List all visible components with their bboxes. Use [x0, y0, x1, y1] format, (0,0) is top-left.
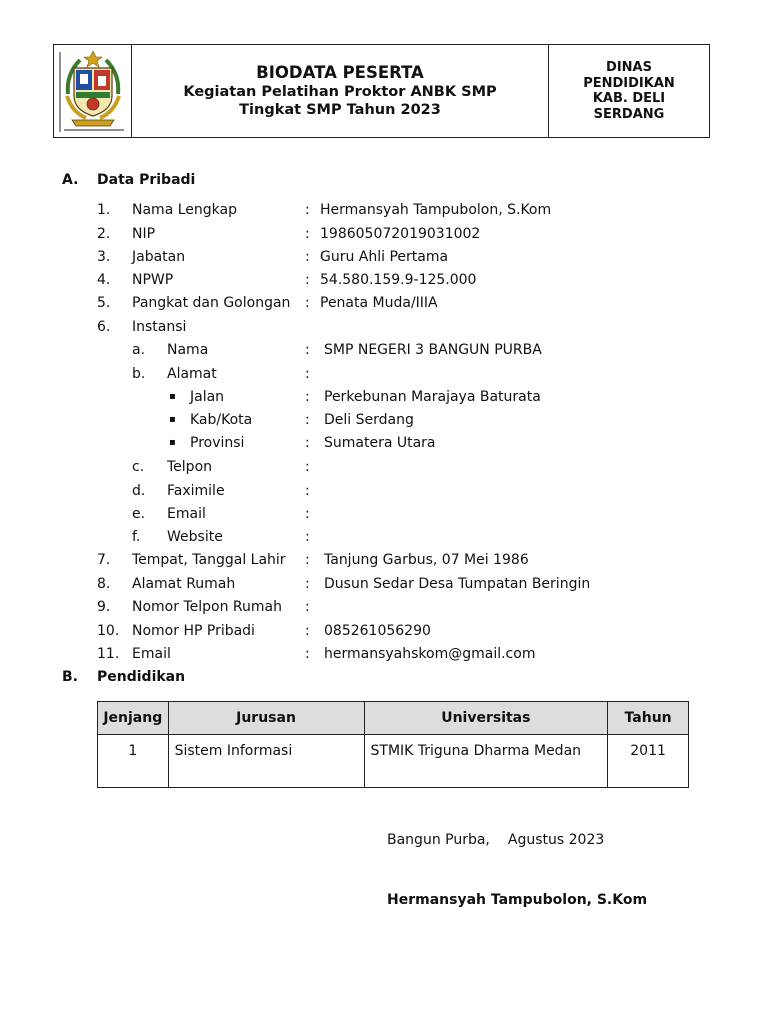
signature-name: Hermansyah Tampubolon, S.Kom	[387, 892, 648, 908]
education-table	[97, 701, 689, 788]
bullet-icon: ▪	[169, 437, 176, 448]
field-colon: :	[305, 272, 310, 288]
field-value: Perkebunan Marajaya Baturata	[324, 389, 541, 405]
field-number: 9.	[97, 599, 111, 615]
column-header-universitas: Universitas	[364, 702, 608, 735]
title-cell	[132, 45, 549, 137]
field-number: 7.	[97, 552, 111, 568]
field-number: d.	[132, 483, 146, 499]
field-number: 6.	[97, 319, 111, 335]
field-label: Alamat Rumah	[132, 576, 236, 592]
field-value: 54.580.159.9-125.000	[320, 272, 477, 288]
field-colon: :	[305, 226, 310, 242]
field-colon: :	[305, 459, 310, 475]
column-header-tahun: Tahun	[608, 702, 689, 735]
field-colon: :	[305, 249, 310, 265]
field-website	[0, 529, 768, 549]
field-email	[0, 646, 768, 666]
field-colon: :	[305, 202, 310, 218]
field-label: Nama Lengkap	[132, 202, 237, 218]
cell-tahun: 2011	[608, 735, 689, 788]
field-value: Hermansyah Tampubolon, S.Kom	[320, 202, 552, 218]
field-number: c.	[132, 459, 145, 475]
department-line3: KAB. DELI	[592, 91, 666, 106]
field-label: Jabatan	[132, 249, 186, 265]
section-b-title: Pendidikan	[97, 669, 186, 685]
table-row	[98, 735, 689, 788]
field-hp-pribadi	[0, 623, 768, 643]
field-number: 4.	[97, 272, 111, 288]
cell-jenjang: 1	[98, 735, 169, 788]
field-value: Guru Ahli Pertama	[320, 249, 449, 265]
field-nip	[0, 226, 768, 246]
field-telpon-rumah	[0, 599, 768, 619]
field-provinsi	[0, 435, 768, 455]
field-number: 8.	[97, 576, 111, 592]
field-label: Faximile	[167, 483, 225, 499]
field-number: 11.	[97, 646, 120, 662]
document-subtitle-line2: Tingkat SMP Tahun 2023	[239, 102, 441, 118]
field-number: a.	[132, 342, 146, 358]
table-header-row	[98, 702, 689, 735]
field-value: Sumatera Utara	[324, 435, 436, 451]
column-header-jurusan: Jurusan	[168, 702, 364, 735]
field-colon: :	[305, 366, 310, 382]
field-instansi-nama	[0, 342, 768, 362]
logo-cell	[54, 45, 132, 137]
field-number: 10.	[97, 623, 120, 639]
signature-date: Agustus 2023	[507, 832, 605, 848]
field-label: Pangkat dan Golongan	[132, 295, 291, 311]
regency-crest-icon	[58, 48, 128, 134]
field-number: b.	[132, 366, 146, 382]
field-colon: :	[305, 599, 310, 615]
department-cell	[549, 45, 709, 137]
document-subtitle-line1: Kegiatan Pelatihan Proktor ANBK SMP	[183, 84, 497, 100]
field-label: Telpon	[167, 459, 213, 475]
field-faximile	[0, 483, 768, 503]
field-alamat-rumah	[0, 576, 768, 596]
field-instansi-alamat	[0, 366, 768, 386]
field-label: Nomor Telpon Rumah	[132, 599, 282, 615]
section-a-letter: A.	[62, 172, 79, 188]
field-colon: :	[305, 646, 310, 662]
signature-place: Bangun Purba,	[387, 832, 490, 848]
field-instansi	[0, 319, 768, 339]
field-value: 085261056290	[324, 623, 431, 639]
field-value: Tanjung Garbus, 07 Mei 1986	[324, 552, 529, 568]
field-npwp	[0, 272, 768, 292]
field-number: e.	[132, 506, 146, 522]
department-line1: DINAS	[606, 60, 652, 75]
field-label: Nama	[167, 342, 209, 358]
field-label: Nomor HP Pribadi	[132, 623, 255, 639]
field-colon: :	[305, 295, 310, 311]
field-label: Alamat	[167, 366, 217, 382]
document-title: BIODATA PESERTA	[256, 63, 424, 82]
field-colon: :	[305, 552, 310, 568]
field-value: SMP NEGERI 3 BANGUN PURBA	[324, 342, 542, 358]
cell-jurusan: Sistem Informasi	[168, 735, 364, 788]
section-a-title: Data Pribadi	[97, 172, 196, 188]
department-line2: PENDIDIKAN	[583, 75, 675, 91]
field-value: Deli Serdang	[324, 412, 414, 428]
field-label: Website	[167, 529, 223, 545]
bullet-icon: ▪	[169, 391, 176, 402]
field-pangkat	[0, 295, 768, 315]
field-number: f.	[132, 529, 141, 545]
field-label: Email	[132, 646, 171, 662]
field-colon: :	[305, 389, 310, 405]
document-header	[53, 44, 710, 138]
field-number: 3.	[97, 249, 111, 265]
field-colon: :	[305, 435, 310, 451]
signature-place-date	[387, 832, 604, 848]
field-telpon	[0, 459, 768, 479]
field-label: NIP	[132, 226, 156, 242]
column-header-jenjang: Jenjang	[98, 702, 169, 735]
field-label: Jalan	[190, 389, 225, 405]
field-number: 5.	[97, 295, 111, 311]
field-label: Kab/Kota	[190, 412, 253, 428]
field-colon: :	[305, 576, 310, 592]
field-value: Dusun Sedar Desa Tumpatan Beringin	[324, 576, 591, 592]
field-label: NPWP	[132, 272, 174, 288]
field-colon: :	[305, 623, 310, 639]
field-colon: :	[305, 529, 310, 545]
field-jalan	[0, 389, 768, 409]
bullet-icon: ▪	[169, 414, 176, 425]
field-colon: :	[305, 342, 310, 358]
field-label: Email	[167, 506, 206, 522]
field-label: Tempat, Tanggal Lahir	[132, 552, 286, 568]
field-colon: :	[305, 506, 310, 522]
field-instansi-email	[0, 506, 768, 526]
field-label: Instansi	[132, 319, 187, 335]
section-b-letter: B.	[62, 669, 78, 685]
field-value: Penata Muda/IIIA	[320, 295, 438, 311]
field-kabkota	[0, 412, 768, 432]
cell-universitas: STMIK Triguna Dharma Medan	[364, 735, 608, 788]
field-tempat-tanggal-lahir	[0, 552, 768, 572]
field-number: 2.	[97, 226, 111, 242]
field-colon: :	[305, 412, 310, 428]
field-number: 1.	[97, 202, 111, 218]
field-nama-lengkap	[0, 202, 768, 222]
field-label: Provinsi	[190, 435, 245, 451]
department-line4: SERDANG	[593, 106, 665, 122]
field-value: 198605072019031002	[320, 226, 481, 242]
field-colon: :	[305, 483, 310, 499]
field-jabatan	[0, 249, 768, 269]
field-value: hermansyahskom@gmail.com	[324, 646, 536, 662]
